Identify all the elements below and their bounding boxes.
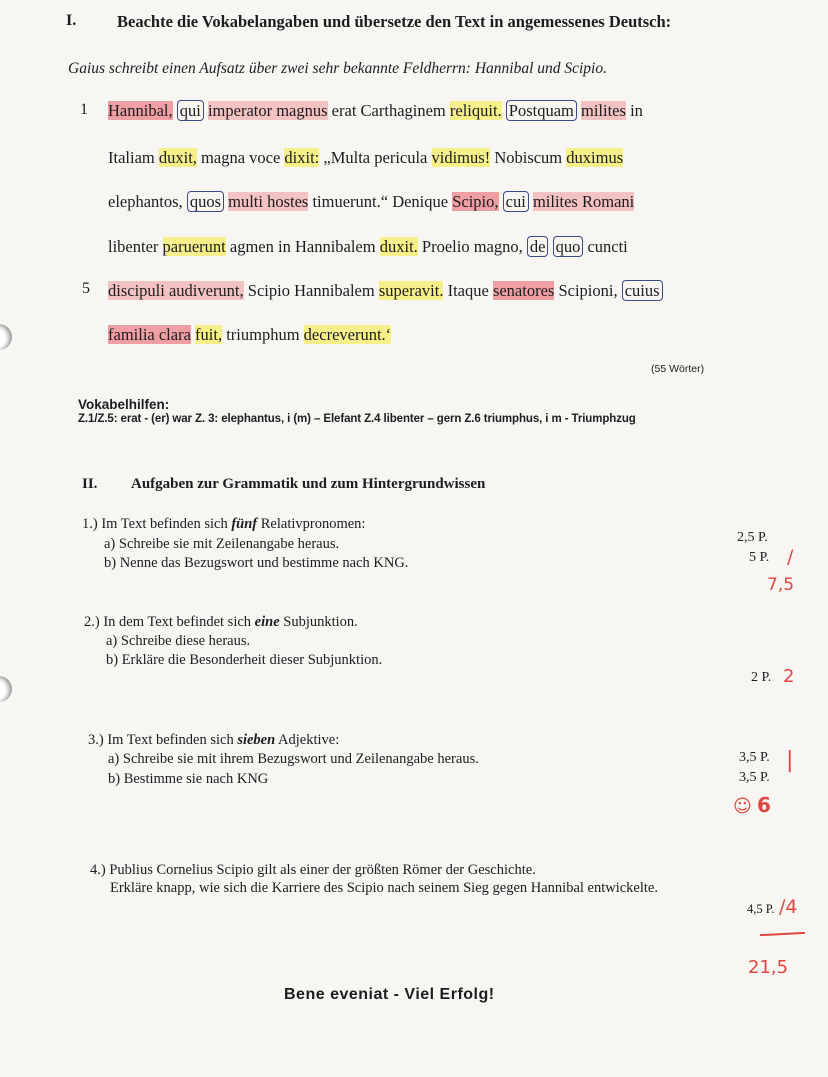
word: in	[630, 101, 643, 120]
text-line-5	[108, 281, 663, 301]
points-1a: 2,5 P.	[737, 530, 768, 545]
points-1b: 5 P.	[749, 550, 770, 565]
word: decreverunt.‘	[303, 325, 392, 344]
boxed-word: de	[527, 236, 549, 257]
word: „Multa pericula	[323, 148, 428, 167]
boxed-word: cui	[503, 191, 529, 212]
score-3: 6	[757, 793, 771, 817]
boxed-word: cuius	[622, 280, 663, 301]
task-text: Relativpronomen:	[257, 516, 366, 532]
punch-hole-bottom	[0, 676, 12, 702]
word: elephantos,	[108, 192, 183, 211]
word: reliquit.	[449, 101, 502, 120]
word: erat	[331, 101, 357, 120]
word: imperator magnus	[207, 101, 328, 120]
score-2: 2	[783, 666, 795, 687]
text-line-2	[108, 148, 623, 168]
smiley-icon: ☺	[733, 796, 752, 817]
word: vidimus!	[431, 148, 491, 167]
task-4-text: Erkläre knapp, wie sich die Karriere des Scipio nach seinem Sieg gegen Hannibal entwickelte.	[110, 880, 658, 896]
word: cuncti	[587, 237, 628, 256]
word: Italiam	[108, 148, 155, 167]
word: agmen in Hannibalem	[229, 237, 376, 256]
word-count: (55 Wörter)	[651, 363, 705, 375]
task-emphasis: fünf	[231, 516, 258, 532]
word: fuit,	[195, 325, 223, 344]
word: senatores	[492, 281, 555, 300]
word: Carthaginem	[360, 101, 446, 120]
boxed-word: quo	[553, 236, 584, 257]
section-one-number: I.	[66, 12, 77, 29]
word: duximus	[566, 148, 624, 167]
task-3a: a) Schreibe sie mit ihrem Bezugswort und Zeilenangabe heraus.	[108, 751, 479, 767]
text-line-6	[108, 325, 391, 345]
task-text: 2.) In dem Text befindet sich	[84, 614, 255, 630]
points-4: 4,5 P.	[747, 902, 775, 916]
vocab-text: Z.1/Z.5: erat - (er) war Z. 3: elephantus, i (m) – Elefant Z.4 libenter – gern Z.6 triumphus, i m - Triumphzug	[78, 413, 636, 425]
word: Itaque	[447, 281, 489, 300]
points-3b: 3,5 P.	[739, 770, 770, 785]
task-emphasis: sieben	[237, 732, 276, 748]
section-one-title: Beachte die Vokabelangaben und übersetze den Text in angemessenes Deutsch:	[117, 12, 672, 31]
word: Scipio,	[452, 192, 499, 211]
line-number-1: 1	[80, 101, 88, 118]
word: superavit.	[378, 281, 444, 300]
task-emphasis: eine	[254, 614, 280, 630]
word: milites	[581, 101, 626, 120]
task-2a: a) Schreibe diese heraus.	[106, 633, 251, 649]
word: duxit,	[158, 148, 197, 167]
line-number-5: 5	[82, 280, 90, 297]
task-text: 3.) Im Text befinden sich	[88, 732, 238, 748]
word: libenter	[108, 237, 159, 256]
section-two-number: II.	[82, 476, 98, 492]
total-underline	[760, 932, 805, 936]
score-1: 7,5	[767, 575, 795, 595]
punch-hole-top	[0, 324, 12, 350]
boxed-word: Postquam	[506, 100, 577, 121]
word: discipuli audiverunt,	[108, 281, 244, 300]
word: duxit.	[379, 237, 418, 256]
word: triumphum	[226, 325, 300, 344]
points-2: 2 P.	[751, 670, 772, 685]
vocab-title: Vokabelhilfen:	[78, 397, 170, 412]
boxed-word: quos	[187, 191, 224, 212]
points-3a: 3,5 P.	[739, 750, 770, 765]
task-3b: b) Bestimme sie nach KNG	[108, 771, 269, 787]
task-2-heading	[84, 614, 358, 631]
grade-mark-1: /	[787, 546, 794, 568]
word: Denique	[392, 192, 449, 211]
total-score: 21,5	[748, 957, 789, 978]
word: dixit:	[284, 148, 320, 167]
text-line-3	[108, 192, 634, 212]
word: Nobiscum	[494, 148, 563, 167]
footer-text: Bene eveniat - Viel Erfolg!	[284, 986, 495, 1003]
task-4-heading: 4.) Publius Cornelius Scipio gilt als einer der größten Römer der Geschichte.	[90, 862, 536, 878]
word: Proelio magno,	[421, 237, 523, 256]
grade-check-3: |	[786, 748, 794, 773]
score-4-value: 4	[785, 896, 798, 918]
word: familia clara	[108, 325, 191, 344]
word: timuerunt.“	[312, 192, 389, 211]
task-text: Adjektive:	[275, 732, 340, 748]
word: magna voce	[201, 148, 281, 167]
section-two-title: Aufgaben zur Grammatik und zum Hintergrundwissen	[131, 476, 486, 492]
word: milites Romani	[532, 192, 635, 211]
word: Scipioni,	[558, 281, 618, 300]
word: Hannibal,	[108, 101, 173, 120]
task-1b: b) Nenne das Bezugswort und bestimme nach KNG.	[104, 555, 409, 571]
word: multi hostes	[228, 192, 309, 211]
boxed-word: qui	[177, 100, 204, 121]
text-line-1	[108, 101, 643, 121]
word: Scipio Hannibalem	[247, 281, 375, 300]
task-text: Subjunktion.	[279, 614, 358, 630]
task-1-heading	[82, 516, 365, 533]
word: paruerunt	[162, 237, 226, 256]
task-3-heading	[88, 732, 339, 749]
task-text: 1.) Im Text befinden sich	[82, 516, 232, 532]
task-2b: b) Erkläre die Besonderheit dieser Subjunktion.	[106, 652, 383, 668]
text-line-4	[108, 237, 628, 257]
task-1a: a) Schreibe sie mit Zeilenangabe heraus.	[104, 536, 340, 552]
intro-text: Gaius schreibt einen Aufsatz über zwei sehr bekannte Feldherrn: Hannibal und Scipio.	[68, 60, 607, 77]
score-4: /4	[779, 896, 798, 918]
